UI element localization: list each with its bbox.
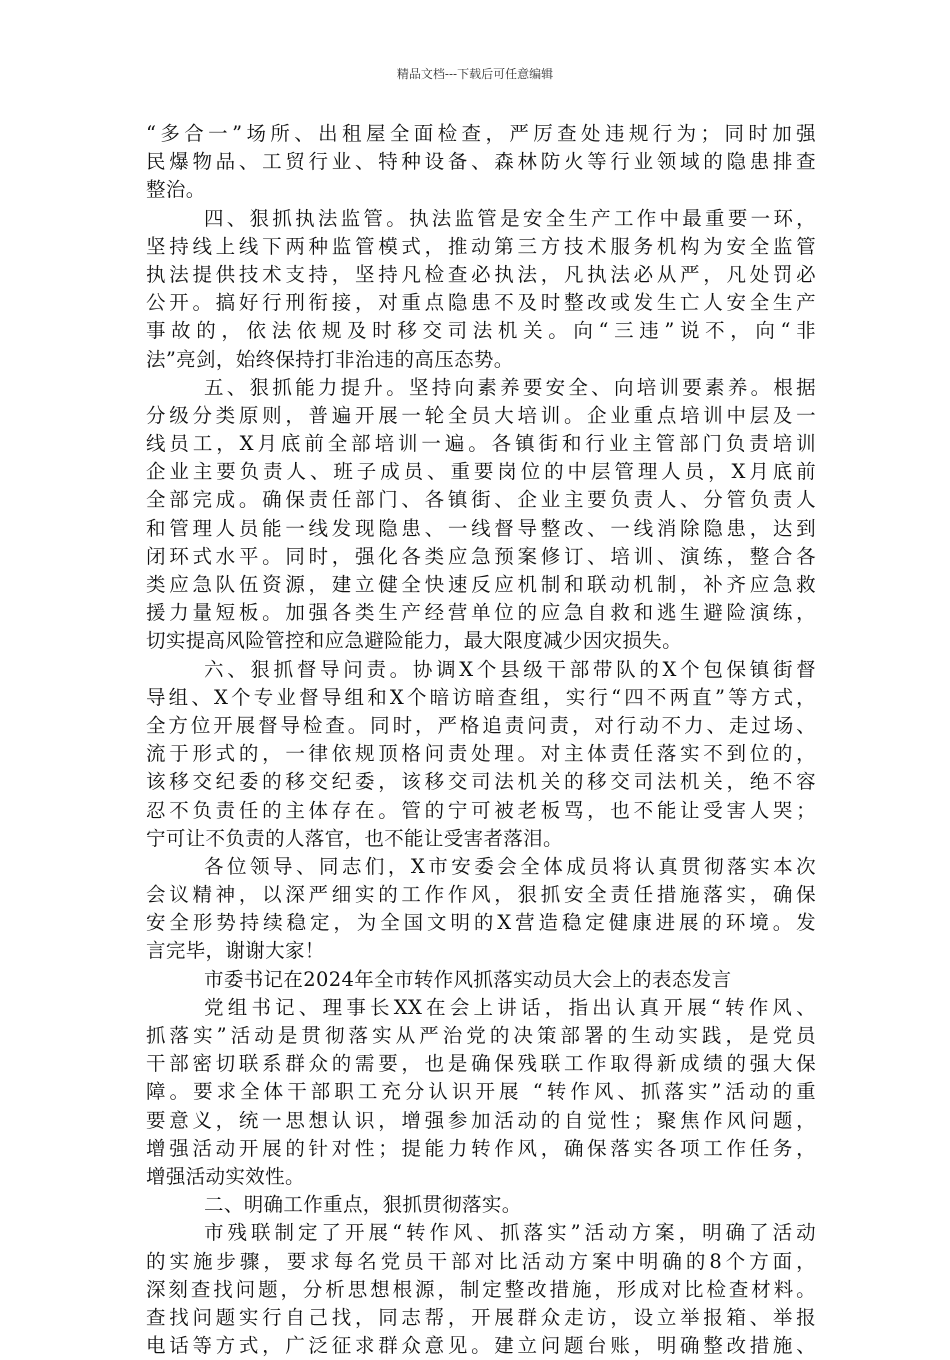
text-line: 二、明确工作重点，狠抓贯彻落实。 xyxy=(204,1193,522,1217)
text-line: 线员工，X月底前全部培训一遍。各镇街和行业主管部门负责培训 xyxy=(146,432,816,456)
text-line: 四、狠抓执法监管。执法监管是安全生产工作中最重要一环， xyxy=(204,206,816,230)
text-line: 全方位开展督导检查。同时，严格追责问责，对行动不力、走过场、 xyxy=(146,713,816,737)
text-line: 增强活动实效性。 xyxy=(146,1164,305,1188)
text-line: 障。要求全体干部职工充分认识开展 “转作风、抓落实”活动的重 xyxy=(146,1080,816,1104)
text-line: 切实提高风险管控和应急避险能力，最大限度减少因灾损失。 xyxy=(146,629,682,653)
text-line: 宁可让不负责的人落官，也不能让受害者落泪。 xyxy=(146,826,563,850)
text-line: 会议精神，以深严细实的工作作风，狠抓安全责任措施落实，确保 xyxy=(146,883,816,907)
text-line: 干部密切联系群众的需要，也是确保残联工作取得新成绩的强大保 xyxy=(146,1052,816,1076)
text-line: 电话等方式，广泛征求群众意见。建立问题台账，明确整改措施、 xyxy=(146,1334,816,1358)
text-line: 企业主要负责人、班子成员、重要岗位的中层管理人员，X月底前 xyxy=(146,460,816,484)
text-line: 全部完成。确保责任部门、各镇街、企业主要负责人、分管负责人 xyxy=(146,488,816,512)
text-line: 党组书记、理事长XX在会上讲话，指出认真开展“转作风、 xyxy=(204,995,816,1019)
text-line: 增强活动开展的针对性；提能力转作风，确保落实各项工作任务， xyxy=(146,1136,816,1160)
document-body xyxy=(146,120,816,1360)
text-line: 安全形势持续稳定，为全国文明的X营造稳定健康进展的环境。发 xyxy=(146,911,816,935)
page-header: 精品文档---下载后可任意编辑 xyxy=(396,67,554,81)
text-line: 六、狠抓督导问责。协调X个县级干部带队的X个包保镇街督 xyxy=(204,657,816,681)
text-line: “多合一”场所、出租屋全面检查，严厉查处违规行为；同时加强 xyxy=(146,122,816,145)
text-line: 深刻查找问题，分析思想根源，制定整改措施，形成对比检查材料。 xyxy=(146,1277,816,1301)
text-line: 抓落实”活动是贯彻落实从严治党的决策部署的生动实践，是党员 xyxy=(146,1024,816,1047)
text-line: 该移交纪委的移交纪委，该移交司法机关的移交司法机关，绝不容 xyxy=(146,770,816,794)
text-line: 坚持线上线下两种监管模式，推动第三方技术服务机构为安全监管 xyxy=(146,234,816,258)
text-line: 市委书记在2024年全市转作风抓落实动员大会上的表态发言 xyxy=(204,967,732,991)
text-line: 闭环式水平。同时，强化各类应急预案修订、培训、演练，整合各 xyxy=(146,544,816,568)
text-line: 导组、X个专业督导组和X个暗访暗查组，实行“四不两直”等方式， xyxy=(146,685,816,709)
text-line: 五、狠抓能力提升。坚持向素养要安全、向培训要素养。根据 xyxy=(204,375,816,399)
text-line: 法”亮剑，始终保持打非治违的高压态势。 xyxy=(146,347,514,371)
text-line: 流于形式的，一律依规顶格问责处理。对主体责任落实不到位的， xyxy=(146,742,816,766)
text-line: 民爆物品、工贸行业、特种设备、森林防火等行业领域的隐患排查 xyxy=(146,150,816,174)
text-line: 整治。 xyxy=(146,178,206,202)
text-line: 查找问题实行自己找，同志帮，开展群众走访，设立举报箱、举报 xyxy=(146,1305,816,1329)
text-line: 市残联制定了开展“转作风、抓落实”活动方案，明确了活动 xyxy=(204,1221,816,1245)
text-line: 类应急队伍资源，建立健全快速反应机制和联动机制，补齐应急救 xyxy=(146,573,816,596)
text-line: 各位领导、同志们，X市安委会全体成员将认真贯彻落实本次 xyxy=(204,854,816,878)
text-line: 和管理人员能一线发现隐患、一线督导整改、一线消除隐患，达到 xyxy=(146,516,816,540)
text-line: 言完毕，谢谢大家！ xyxy=(146,939,325,963)
text-line: 公开。搞好行刑衔接，对重点隐患不及时整改或发生亡人安全生产 xyxy=(146,291,816,315)
text-line: 执法提供技术支持，坚持凡检查必执法，凡执法必从严，凡处罚必 xyxy=(146,262,816,286)
text-line: 忍不负责任的主体存在。管的宁可被老板骂，也不能让受害人哭； xyxy=(146,798,816,822)
text-line: 援力量短板。加强各类生产经营单位的应急自救和逃生避险演练， xyxy=(146,601,816,625)
text-line: 分级分类原则，普遍开展一轮全员大培训。企业重点培训中层及一 xyxy=(146,403,816,427)
text-line: 事故的，依法依规及时移交司法机关。向“三违”说不，向“非 xyxy=(146,319,816,343)
text-line: 要意义，统一思想认识，增强参加活动的自觉性；聚焦作风问题， xyxy=(146,1108,816,1132)
text-line: 的实施步骤，要求每名党员干部对比活动方案中明确的8个方面， xyxy=(146,1249,816,1273)
